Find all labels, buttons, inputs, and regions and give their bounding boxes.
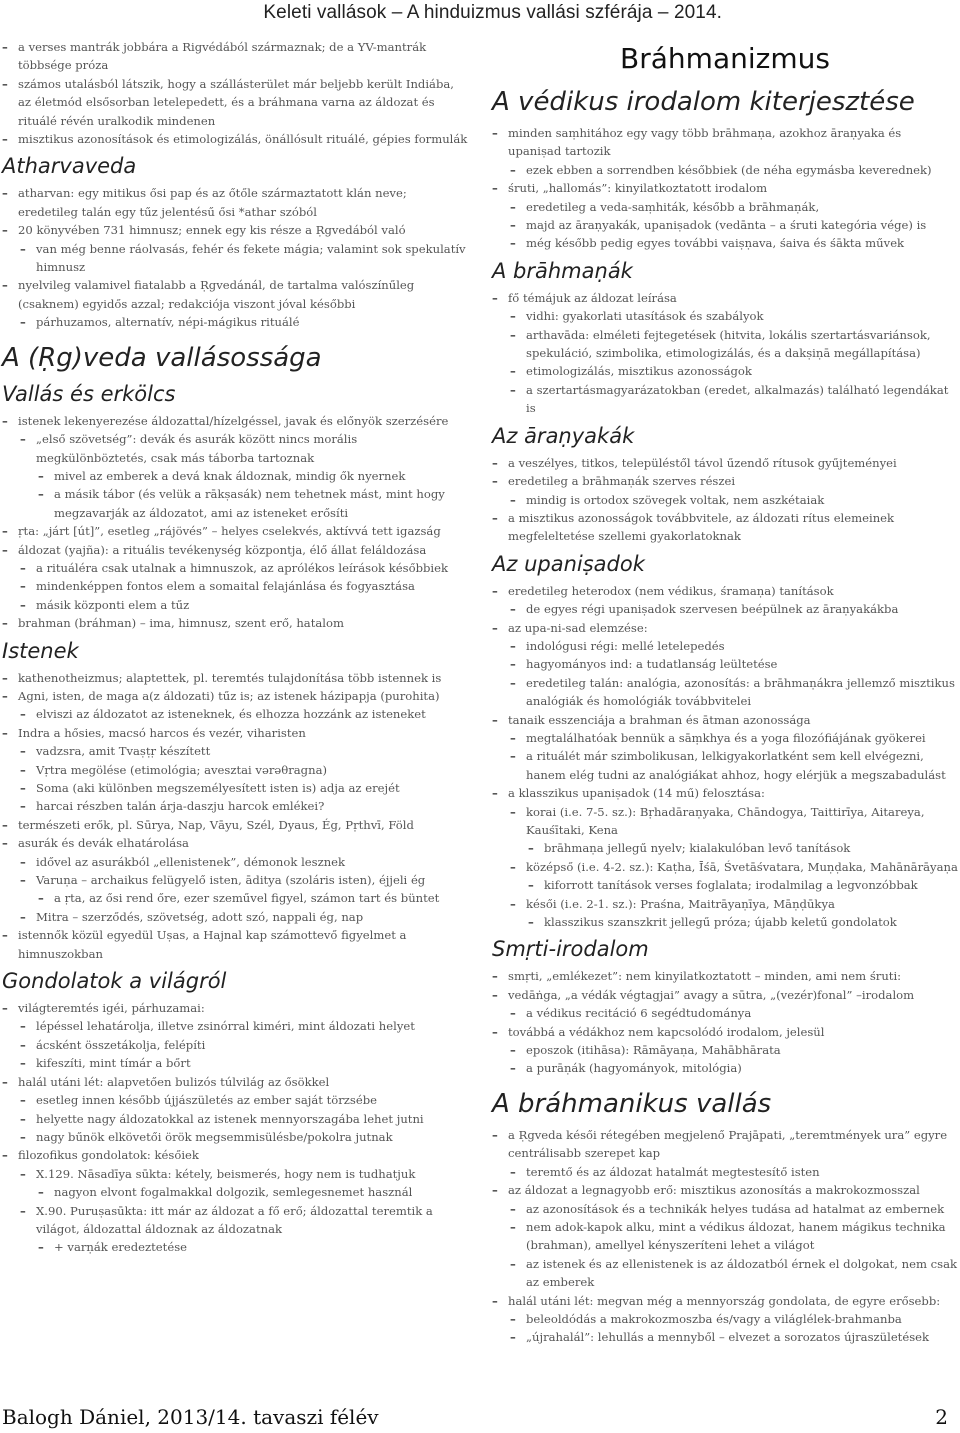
bullet-item: – eredetileg heterodox (nem védikus, śramaṇa) tanítások	[492, 582, 958, 600]
bullet-item: – klasszikus szanszkrit jellegű próza; újabb keletű gondolatok	[528, 913, 958, 931]
bullet-item: – „újrahalál”: lehullás a mennyből – elvezet a sorozatos újraszületések	[510, 1328, 958, 1346]
bullet-item: – teremtő és az áldozat hatalmát megtestesítő isten	[510, 1163, 958, 1181]
bullet-item: – Indra a hősies, macsó harcos és vezér, viharisten	[2, 724, 468, 742]
bullet-item: – śruti, „hallomás”: kinyilatkoztatott irodalom	[492, 179, 958, 197]
bullet-item: – számos utalásból látszik, hogy a szállásterület már beljebb került Indiába, az életmód elsősorban letelepedett, és a bráhmana varna az áldozat és rituálé révén uralkodik mindenen	[2, 75, 468, 130]
bullet-item: – az upa-ni-sad elemzése:	[492, 619, 958, 637]
bullet-item: – Varuṇa – archaikus felügyelő isten, āditya (szoláris isten), éjjeli ég	[20, 871, 468, 889]
bullet-item: – az azonosítások és a technikák helyes tudása ad hatalmat az embernek	[510, 1200, 958, 1218]
page-number: 2	[935, 1405, 948, 1429]
bullet-item: – istenek lekenyerezése áldozattal/hízelgéssel, javak és előnyök szerzésére	[2, 412, 468, 430]
bullet-item: – tanaik esszenciája a brahman és ātman azonossága	[492, 711, 958, 729]
bullet-item: – fő témájuk az áldozat leírása	[492, 289, 958, 307]
bullet-item: – helyette nagy áldozatokkal az istenek mennyorszagába lehet jutni	[20, 1110, 468, 1128]
section-heading: A védikus irodalom kiterjesztése	[492, 87, 915, 117]
bullet-item: – a verses mantrák jobbára a Rigvédából származnak; de a YV-mantrák többsége próza	[2, 38, 468, 75]
bullet-item: – a védikus recitáció 6 segédtudománya	[510, 1004, 958, 1022]
right-column	[492, 38, 958, 1347]
bullet-item: – van még benne ráolvasás, fehér és fekete mágia; valamint sok spekulatív himnusz	[20, 240, 468, 277]
bullet-item: – de egyes régi upaniṣadok szervesen beépülnek az āraṇyakákba	[510, 600, 958, 618]
bullet-item: – ṛta: „járt [út]”, esetleg „rájövés” – helyes cselekvés, aktívvá tett igazság	[2, 522, 468, 540]
bullet-item: – etimologizálás, misztikus azonosságok	[510, 362, 958, 380]
bullet-item: – vadzsra, amit Tvaṣṭṛ készített	[20, 742, 468, 760]
bullet-item: – eredetileg a brāhmaṇák szerves részei	[492, 472, 958, 490]
bullet-item: – harcai részben talán árja-daszju harcok emlékei?	[20, 797, 468, 815]
bullet-item: – istennők közül egyedül Uṣas, a Hajnal kap számottevő figyelmet a himnuszokban	[2, 926, 468, 963]
bullet-item: – vedāṅga, „a védák végtagjai” avagy a sūtra, „(vezér)fonal” –irodalom	[492, 986, 958, 1004]
bullet-item: – párhuzamos, alternatív, népi-mágikus rituálé	[20, 313, 468, 331]
subsection-heading: Vallás és erkölcs	[2, 381, 176, 406]
bullet-item: – Agni, isten, de maga a(z áldozati) tűz is; az istenek házipapja (purohita)	[2, 687, 468, 705]
bullet-item: – Soma (aki különben megszemélyesített isten is) adja az erejét	[20, 779, 468, 797]
bullet-item: – minden saṃhitához egy vagy több brāhmaṇa, azokhoz āraṇyaka és upaniṣad tartozik	[492, 124, 958, 161]
bullet-item: – smṛti, „emlékezet”: nem kinyilatkoztatott – minden, ami nem śruti:	[492, 967, 958, 985]
column-title: Bráhmanizmus	[620, 42, 830, 75]
bullet-item: – a Ṛgveda késői rétegében megjelenő Prajāpati, „teremtmények ura” egyre centrálisabb szerepet kap	[492, 1126, 958, 1163]
bullet-item: – a veszélyes, titkos, településtől távol űzendő rítusok gyűjteményei	[492, 454, 958, 472]
bullet-item: – az istenek és az ellenistenek is az áldozatból érnek el dolgokat, nem csak az emberek	[510, 1255, 958, 1292]
subsection-heading: Gondolatok a világról	[2, 969, 227, 994]
bullet-item: – a rituáléra csak utalnak a himnuszok, az aprólékos leírások későbbiek	[20, 559, 468, 577]
bullet-item: – nagy bűnök elkövetői örök megsemmisülésbe/pokolra jutnak	[20, 1128, 468, 1146]
bullet-item: – majd az āraṇyakák, upaniṣadok (vedānta – a śruti kategória vége) is	[510, 216, 958, 234]
bullet-item: – nyelvileg valamivel fiatalabb a Ṛgvedánál, de tartalma valószínűleg (csaknem) egyidős azzal; redakciója viszont jóval későbbi	[2, 276, 468, 313]
bullet-item: – halál utáni lét: alapvetően bulizós túlvilág az ősökkel	[2, 1073, 468, 1091]
bullet-item: – a szertartásmagyarázatokban (eredet, alkalmazás) található legendákat is	[510, 381, 958, 418]
bullet-item: – ácsként összetákolja, felépíti	[20, 1036, 468, 1054]
running-header: Keleti vallások – A hinduizmus vallási szférája – 2014.	[263, 2, 722, 23]
bullet-item: – a rituálét már szimbolikusan, lelkigyakorlatként sem kell elvégezni, hanem elég tudni az analógiákat ahhoz, hogy elérjük a megszabadulást	[510, 747, 958, 784]
bullet-item: – továbbá a védákhoz nem kapcsolódó irodalom, jelesül	[492, 1023, 958, 1041]
bullet-item: – kifeszíti, mint tímár a bőrt	[20, 1054, 468, 1072]
bullet-item: – megtalálhatóak bennük a sāṃkhya és a yoga filozófiájának gyökerei	[510, 729, 958, 747]
bullet-item: – a ṛta, az ősi rend őre, ezer szeművel figyel, számon tart és büntet	[38, 889, 468, 907]
bullet-item: – az áldozat a legnagyobb erő: misztikus azonosítás a makrokozmosszal	[492, 1181, 958, 1199]
bullet-item: – másik központi elem a tűz	[20, 596, 468, 614]
bullet-item: – filozofikus gondolatok: későiek	[2, 1146, 468, 1164]
section-heading: A (Ṛg)veda vallásossága	[2, 342, 322, 373]
bullet-item: – beleoldódás a makrokozmoszba és/vagy a világlélek-brahmanba	[510, 1310, 958, 1328]
bullet-item: – asurák és devák elhatárolása	[2, 834, 468, 852]
bullet-item: – késői (i.e. 2-1. sz.): Praśna, Maitrāyaṇīya, Māṇḍūkya	[510, 895, 958, 913]
bullet-item: – lépéssel lehatárolja, illetve zsinórral kiméri, mint áldozati helyet	[20, 1017, 468, 1035]
bullet-item: – + varṇák eredeztetése	[38, 1238, 468, 1256]
bullet-item: – indológusi régi: mellé letelepedés	[510, 637, 958, 655]
subsection-heading: Smṛti-irodalom	[492, 937, 649, 962]
bullet-item: – még később pedig egyes további vaiṣṇava, śaiva és śākta művek	[510, 234, 958, 252]
bullet-item: – „első szövetség”: devák és asurák között nincs morális megkülönböztetés, csak más táborba tartoznak	[20, 430, 468, 467]
left-column	[2, 38, 468, 1257]
bullet-item: – idővel az asurákból „ellenistenek”, démonok lesznek	[20, 853, 468, 871]
bullet-item: – nagyon elvont fogalmakkal dolgozik, semlegesnemet használ	[38, 1183, 468, 1201]
bullet-item: – 20 könyvében 731 himnusz; ennek egy kis része a Ṛgvedából való	[2, 221, 468, 239]
footer-author: Balogh Dániel, 2013/14. tavaszi félév	[2, 1405, 379, 1429]
bullet-item: – elviszi az áldozatot az isteneknek, és elhozza hozzánk az isteneket	[20, 705, 468, 723]
bullet-item: – vidhi: gyakorlati utasítások és szabályok	[510, 307, 958, 325]
bullet-item: – a másik tábor (és velük a rākṣasák) nem tehetnek mást, mint hogy megzavarják az áldozatot, ami az isteneket erősíti	[38, 485, 468, 522]
bullet-item: – esetleg innen később újjászületés az ember saját törzsébe	[20, 1091, 468, 1109]
bullet-item: – Mitra – szerződés, szövetség, adott szó, nappali ég, nap	[20, 908, 468, 926]
bullet-item: – X.90. Puruṣasūkta: itt már az áldozat a fő erő; áldozattal teremtik a világot, áldozattal áldoznak az áldozatnak	[20, 1202, 468, 1239]
bullet-item: – világteremtés igéi, párhuzamai:	[2, 999, 468, 1017]
bullet-item: – mivel az emberek a devá knak áldoznak, mindig ők nyernek	[38, 467, 468, 485]
bullet-item: – a klasszikus upaniṣadok (14 mű) felosztása:	[492, 784, 958, 802]
bullet-item: – halál utáni lét: megvan még a mennyország gondolata, de egyre erősebb:	[492, 1292, 958, 1310]
subsection-heading: Istenek	[2, 638, 79, 663]
bullet-item: – a misztikus azonosságok továbbvitele, az áldozati rítus elemeinek megfeleltetése szellemi gyakorlatoknak	[492, 509, 958, 546]
bullet-item: – természeti erők, pl. Sūrya, Nap, Vāyu, Szél, Dyaus, Ég, Pṛthvī, Föld	[2, 816, 468, 834]
bullet-item: – korai (i.e. 7-5. sz.): Bṛhadāraṇyaka, Chāndogya, Taittirīya, Aitareya, Kauśītaki, Kena	[510, 803, 958, 840]
bullet-item: – nem adok-kapok alku, mint a védikus áldozat, hanem mágikus technika (brahman), amellyel kényszeríteni lehet a világot	[510, 1218, 958, 1255]
bullet-item: – kathenotheizmus; alaptettek, pl. teremtés tulajdonítása több istennek is	[2, 669, 468, 687]
bullet-item: – hagyományos ind: a tudatlanság leültetése	[510, 655, 958, 673]
bullet-item: – ezek ebben a sorrendben későbbiek (de néha egymásba keverednek)	[510, 161, 958, 179]
subsection-heading: Az āraṇyakák	[492, 423, 635, 448]
bullet-item: – brāhmaṇa jellegű nyelv; kialakulóban levő tanítások	[528, 839, 958, 857]
bullet-item: – arthavāda: elméleti fejtegetések (hitvita, lokális szertartásvariánsok, spekuláció, szimbolika, etimologizálás, és a dakṣiṇā megállapítása)	[510, 326, 958, 363]
bullet-item: – a purāṇák (hagyományok, mitológia)	[510, 1059, 958, 1077]
subsection-heading: A brāhmaṇák	[492, 258, 633, 283]
subsection-heading: Atharvaveda	[2, 154, 137, 179]
bullet-item: – misztikus azonosítások és etimologizálás, önállósult rituálé, gépies formulák	[2, 130, 468, 148]
subsection-heading: Az upaniṣadok	[492, 551, 645, 576]
bullet-item: – X.129. Nāsadīya sūkta: kétely, beismerés, hogy nem is tudhatjuk	[20, 1165, 468, 1183]
bullet-item: – mindenképpen fontos elem a somaital felajánlása és fogyasztása	[20, 577, 468, 595]
bullet-item: – középső (i.e. 4-2. sz.): Kaṭha, Īśā, Śvetāśvatara, Muṇḍaka, Mahānārāyaṇa	[510, 858, 958, 876]
bullet-item: – eredetileg a veda-saṃhiták, később a brāhmaṇák,	[510, 198, 958, 216]
bullet-item: – eposzok (itihāsa): Rāmāyaṇa, Mahābhārata	[510, 1041, 958, 1059]
bullet-item: – brahman (bráhman) – ima, himnusz, szent erő, hatalom	[2, 614, 468, 632]
section-heading: A bráhmanikus vallás	[492, 1088, 772, 1119]
bullet-item: – atharvan: egy mitikus ősi pap és az őtőle származtatott klán neve; eredetileg talán egy tűz jelentésű ősi *athar szóból	[2, 184, 468, 221]
bullet-item: – mindig is ortodox szövegek voltak, nem aszkétaiak	[510, 491, 958, 509]
bullet-item: – eredetileg talán: analógia, azonosítás: a brāhmaṇákra jellemző misztikus analógiák és homológiák továbbvitelei	[510, 674, 958, 711]
bullet-item: – áldozat (yajña): a rituális tevékenység központja, élő állat feláldozása	[2, 541, 468, 559]
bullet-item: – kiforrott tanítások verses foglalata; irodalmilag a legvonzóbbak	[528, 876, 958, 894]
bullet-item: – Vṛtra megölése (etimológia; avesztai vərəθragna)	[20, 761, 468, 779]
